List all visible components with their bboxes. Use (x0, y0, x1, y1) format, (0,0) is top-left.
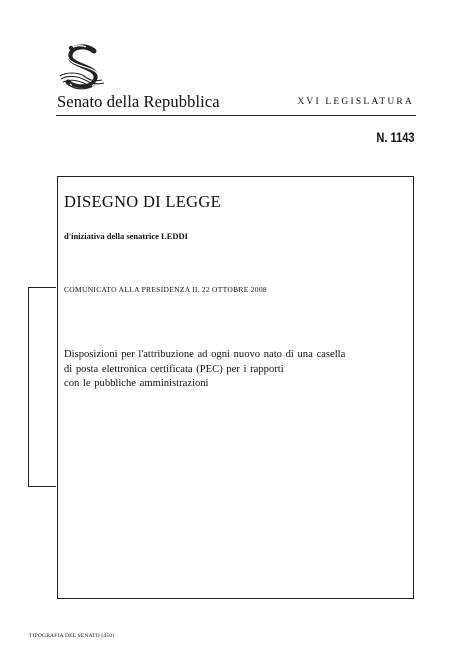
header-rule (56, 115, 416, 116)
document-type: DISEGNO DI LEGGE (64, 192, 221, 211)
communication-date: COMUNICATO ALLA PRESIDENZA IL 22 OTTOBRE 2008 (64, 285, 267, 294)
document-number: N. 1143 (376, 130, 415, 145)
initiative-line: d'iniziativa della senatrice LEDDI (64, 231, 188, 241)
bill-title (64, 348, 345, 392)
senate-logo-icon (58, 42, 110, 92)
printer-credit: TIPOGRAFIA DEL SENATO (450) (29, 633, 115, 639)
legislature-label: XVI LEGISLATURA (297, 97, 414, 107)
bill-title-line: con le pubbliche amministrazioni (64, 378, 209, 389)
institution-name: Senato della Repubblica (57, 92, 220, 111)
bill-title-line: Disposizioni per l'attribuzione ad ogni nuovo nato di una casella (64, 349, 346, 360)
margin-bracket (28, 287, 56, 487)
bill-title-line: di posta elettronica certificata (PEC) per i rapporti (64, 363, 284, 375)
